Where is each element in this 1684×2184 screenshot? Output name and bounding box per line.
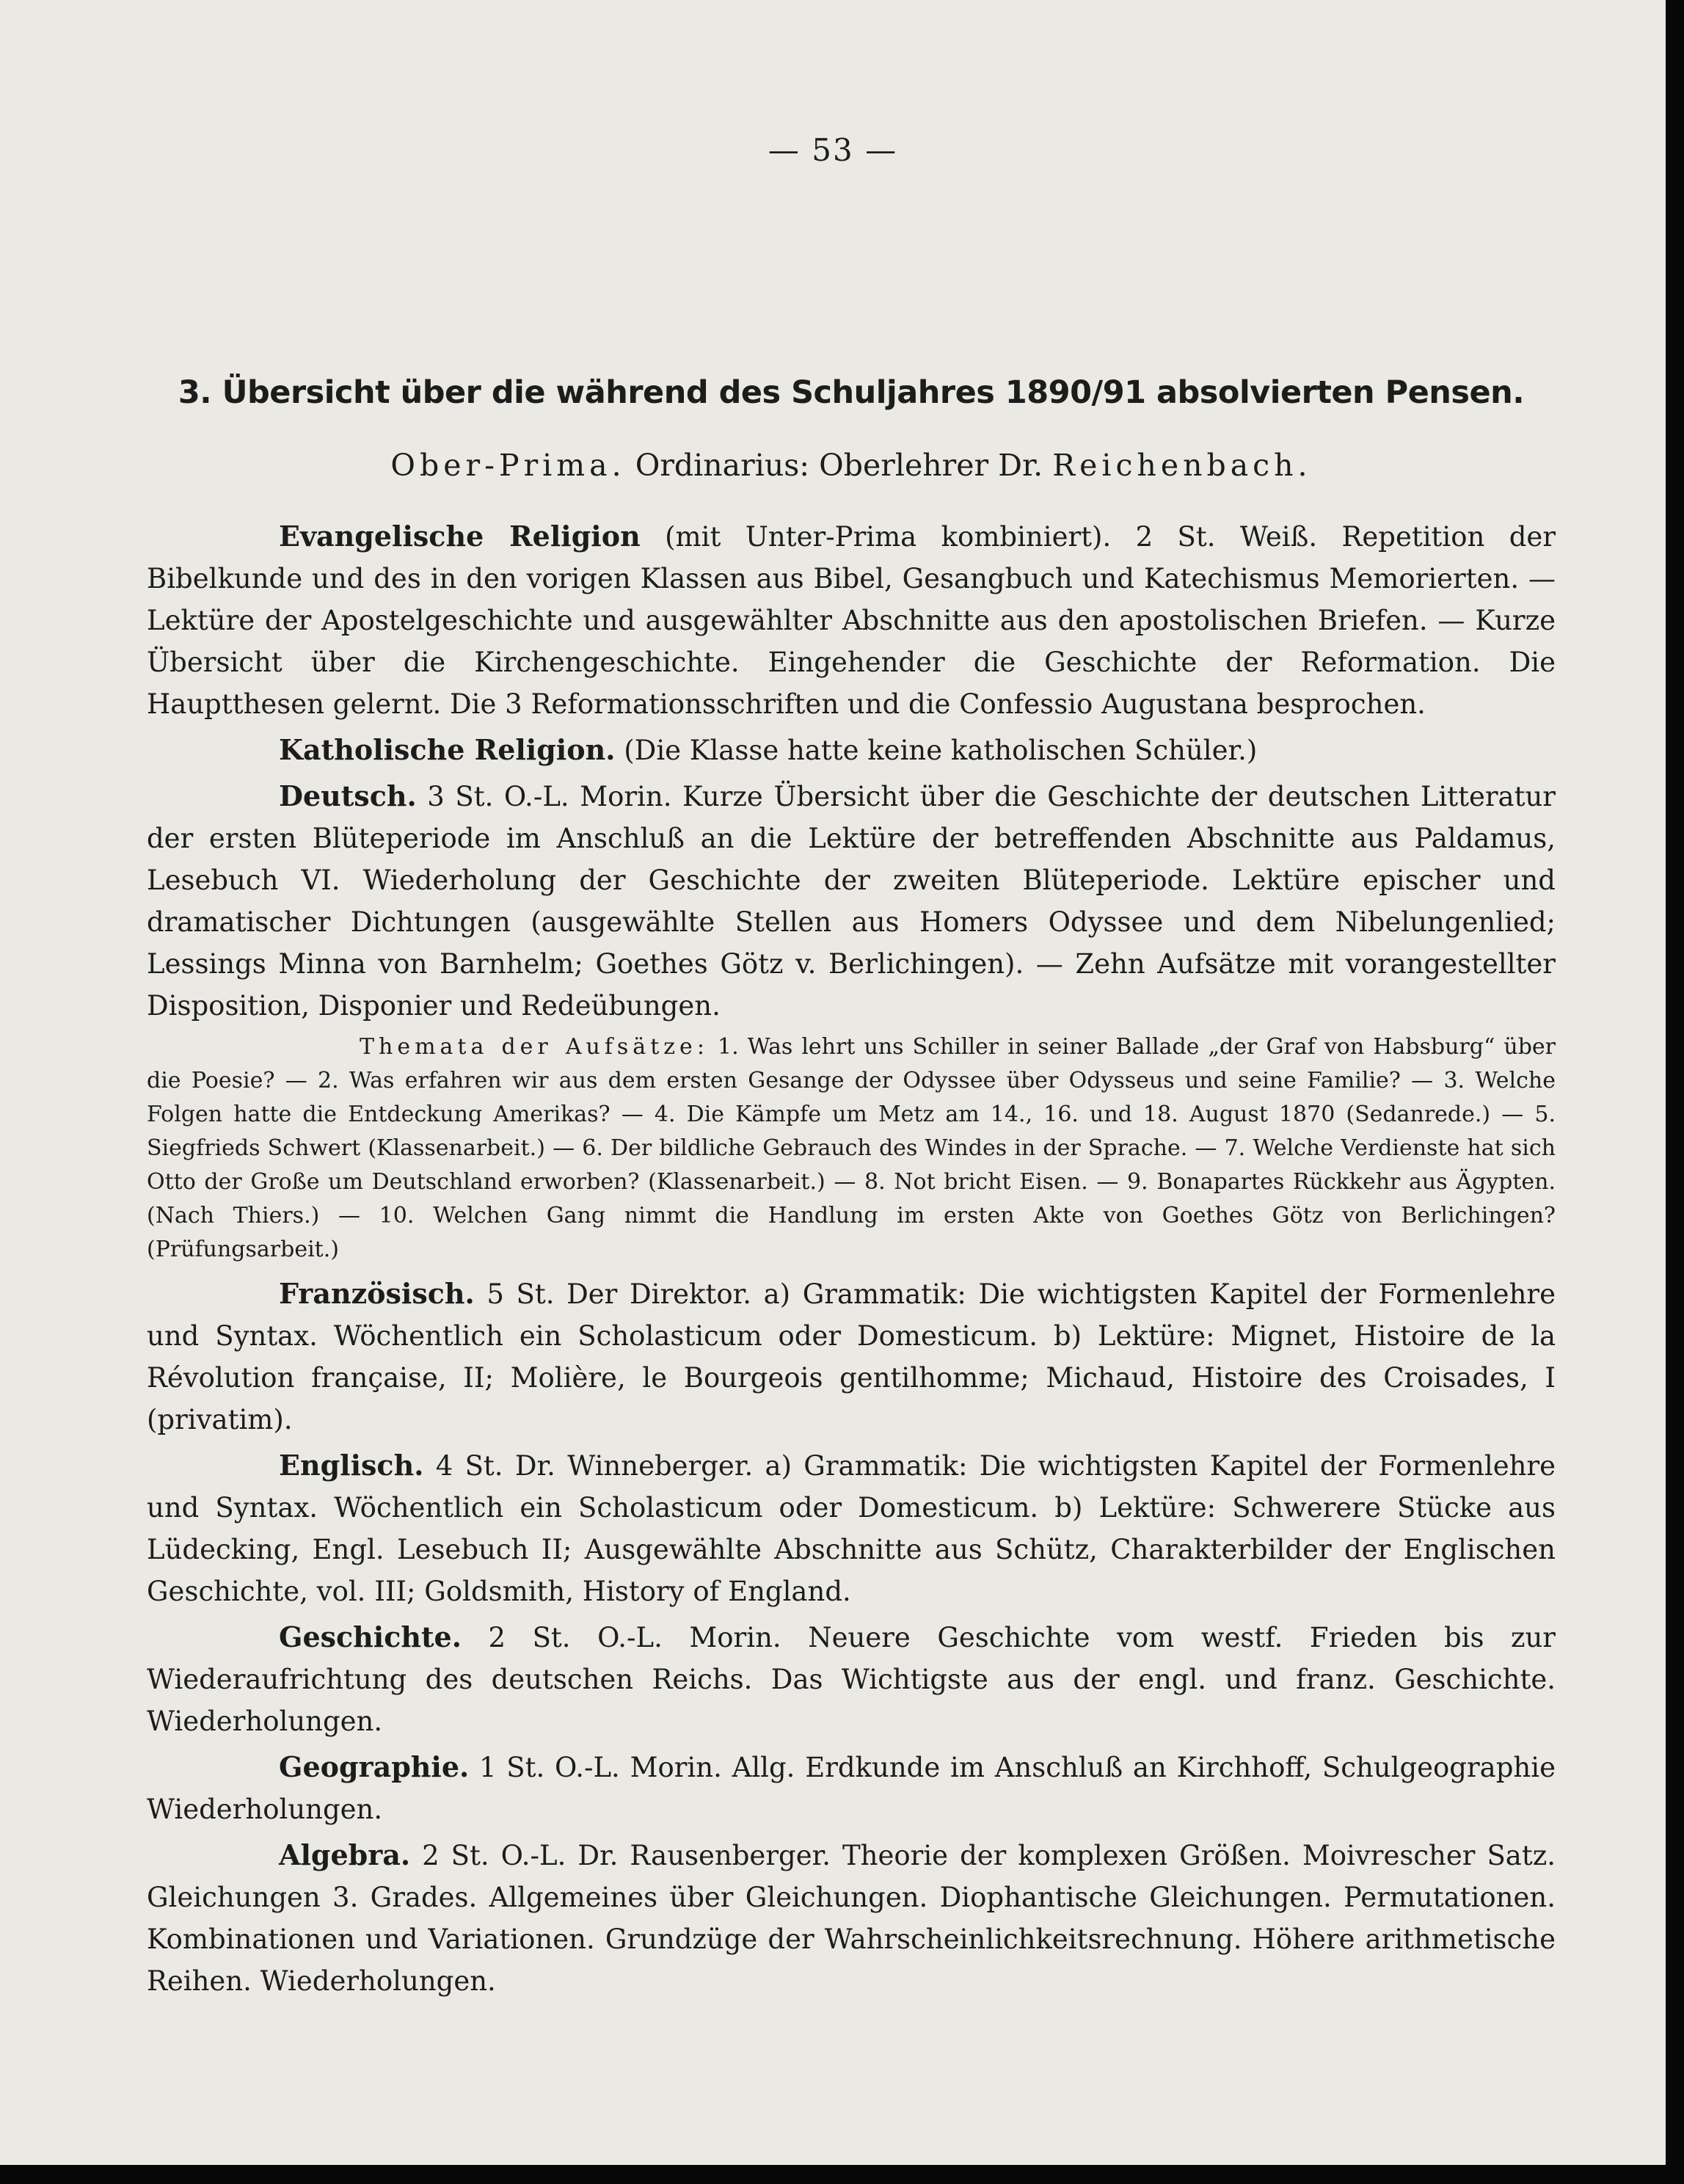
subject-text: (Die Klasse hatte keine katholischen Schüler.) bbox=[624, 735, 1258, 766]
subject-heading: Geschichte. bbox=[279, 1620, 462, 1653]
subject-text: 2 St. O.-L. Morin. Neuere Geschichte vom westf. Frieden bis zur Wiederaufrichtung des deutschen Reichs. Das Wichtigste aus der engl. und franz. Geschichte. Wiederholungen. bbox=[147, 1622, 1556, 1737]
scan-edge-bottom bbox=[0, 2165, 1684, 2184]
subject-text: 4 St. Dr. Winneberger. a) Grammatik: Die wichtigsten Kapitel der Formenlehre und Syntax. Wöchentlich ein Scholasticum oder Domesticum. b) Lektüre: Schwerere Stücke aus Lüdecking, Engl. Lesebuch II; Ausgewählte Abschnitte aus Schütz, Charakterbilder der Englischen Geschichte, vol. III; Goldsmith, History of England. bbox=[147, 1450, 1556, 1607]
subject-text: 2 St. O.-L. Dr. Rausenberger. Theorie der komplexen Größen. Moivrescher Satz. Gleichungen 3. Grades. Allgemeines über Gleichungen. Diophantische Gleichungen. Permutationen. Kombinationen und Variationen. Grundzüge der Wahrscheinlichkeitsrechnung. Höhere arithmetische Reihen. Wiederholungen. bbox=[147, 1840, 1556, 1997]
class-heading bbox=[147, 448, 1556, 483]
subject-text: 1 St. O.-L. Morin. Allg. Erdkunde im Anschluß an Kirchhoff, Schulgeographie Wiederholungen. bbox=[147, 1752, 1556, 1825]
subject-heading: Evangelische Religion bbox=[279, 520, 641, 553]
subject-evangelische-religion bbox=[147, 515, 1556, 725]
subject-englisch bbox=[147, 1444, 1556, 1612]
subject-heading: Deutsch. bbox=[279, 779, 417, 812]
subject-text: 5 St. Der Direktor. a) Grammatik: Die wichtigsten Kapitel der Formenlehre und Syntax. Wöchentlich ein Scholasticum oder Domesticum. b) Lektüre: Mignet, Histoire de la Révolution française, II; Molière, le Bourgeois gentilhomme; Michaud, Histoire des Croisades, I (privatim). bbox=[147, 1278, 1556, 1435]
subject-geschichte bbox=[147, 1616, 1556, 1742]
subject-heading: Geographie. bbox=[279, 1750, 470, 1783]
subject-heading: Französisch. bbox=[279, 1277, 475, 1310]
subject-heading: Algebra. bbox=[279, 1838, 411, 1871]
scan-edge-right bbox=[1666, 0, 1684, 2184]
teacher-name: Reichenbach. bbox=[1052, 448, 1312, 483]
essay-themes-text: 1. Was lehrt uns Schiller in seiner Ballade „der Graf von Habsburg“ über die Poesie? — 2. Was erfahren wir aus dem ersten Gesange der Odyssee über Odysseus und seine Familie? — 3. Welche Folgen hatte die Entdeckung Amerikas? — 4. Die Kämpfe um Metz am 14., 16. und 18. August 1870 (Sedanrede.) — 5. Siegfrieds Schwert (Klassenarbeit.) — 6. Der bildliche Gebrauch des Windes in der Sprache. — 7. Welche Verdienste hat sich Otto der Große um Deutschland erworben? (Klassenarbeit.) — 8. Not bricht Eisen. — 9. Bonapartes Rückkehr aus Ägypten. (Nach Thiers.) — 10. Welchen Gang nimmt die Handlung im ersten Akte von Goethes Götz von Berlichingen? (Prüfungsarbeit.) bbox=[147, 1034, 1556, 1262]
subject-heading: Englisch. bbox=[279, 1449, 424, 1482]
teacher-title: Oberlehrer Dr. bbox=[819, 448, 1043, 483]
subject-text: (mit Unter-Prima kombiniert). 2 St. Weiß. Repetition der Bibelkunde und des in den vorigen Klassen aus Bibel, Gesangbuch und Katechismus Memorierten. — Lektüre der Apostelgeschichte und ausgewählter Abschnitte aus den apostolischen Briefen. — Kurze Übersicht über die Kirchengeschichte. Eingehender die Geschichte der Reformation. Die Hauptthesen gelernt. Die 3 Reformationsschriften und die Confessio Augustana besprochen. bbox=[147, 521, 1556, 720]
subject-text: 3 St. O.-L. Morin. Kurze Übersicht über die Geschichte der deutschen Litteratur der ersten Blüteperiode im Anschluß an die Lektüre der betreffenden Abschnitte aus Paldamus, Lesebuch VI. Wiederholung der Geschichte der zweiten Blüteperiode. Lektüre epischer und dramatischer Dichtungen (ausgewählte Stellen aus Homers Odyssee und dem Nibelungenlied; Lessings Minna von Barnhelm; Goethes Götz v. Berlichingen). — Zehn Aufsätze mit vorangestellter Disposition, Disponier und Redeübungen. bbox=[147, 781, 1556, 1022]
page-number: — 53 — bbox=[768, 132, 898, 168]
subject-deutsch bbox=[147, 775, 1556, 1027]
subject-franzoesisch bbox=[147, 1273, 1556, 1441]
section-title: 3. Übersicht über die während des Schuljahres 1890/91 absolvierten Pensen. bbox=[178, 374, 1525, 411]
subject-algebra bbox=[147, 1834, 1556, 2002]
subject-heading: Katholische Religion. bbox=[279, 733, 616, 766]
essay-themes-label: Themata der Aufsätze: bbox=[360, 1034, 709, 1060]
page-content bbox=[147, 374, 1556, 2006]
subject-katholische-religion bbox=[147, 729, 1556, 771]
ordinarius-label: Ordinarius: bbox=[635, 448, 810, 483]
essay-themes bbox=[147, 1030, 1556, 1267]
class-name: Ober-Prima. bbox=[390, 448, 626, 483]
subject-geographie bbox=[147, 1746, 1556, 1830]
